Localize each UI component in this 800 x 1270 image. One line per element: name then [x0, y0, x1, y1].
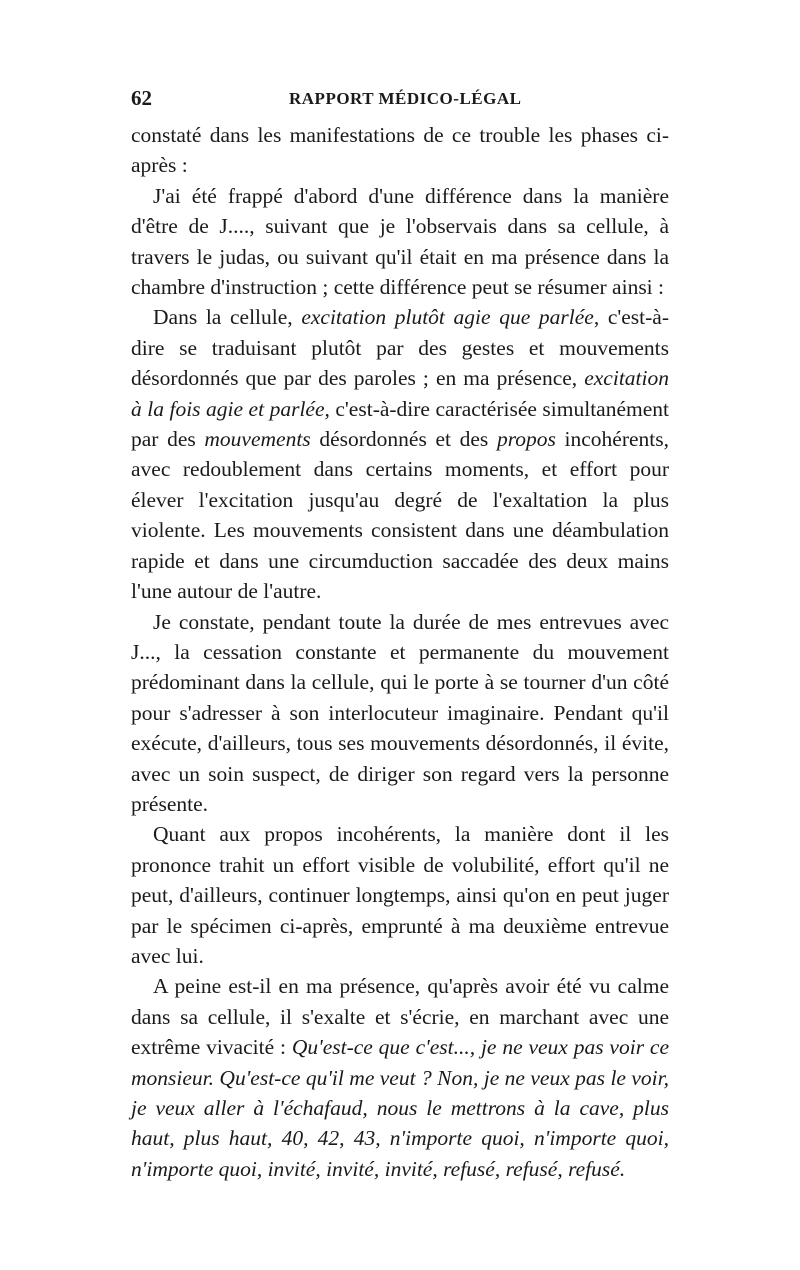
paragraph-3-text-b: , c'est-à-dire se traduisant plutôt par des gestes et mouvements désordonnés que par des paroles ; en ma présence, — [131, 305, 669, 391]
paragraph-4 — [131, 607, 669, 820]
running-head-title: RAPPORT MÉDICO-LÉGAL — [289, 89, 522, 108]
paragraph-6 — [131, 971, 669, 1184]
paragraph-1 — [131, 120, 669, 181]
paragraph-3-text-d: désordonnés et des — [310, 427, 497, 452]
body-text — [131, 120, 669, 1184]
paragraph-2 — [131, 181, 669, 303]
running-head — [131, 86, 669, 114]
book-page — [131, 86, 669, 1184]
paragraph-3-italic-d: propos — [496, 427, 556, 452]
paragraph-3-italic-a: excitation plutôt agie que parlée — [301, 305, 594, 330]
paragraph-6-text: A peine est-il en ma présence, qu'après avoir été vu calme dans sa cellule, il s'exalte et s'écrie, en marchant avec une extrême vivacité : — [131, 974, 669, 1060]
paragraph-5-text: Quant aux propos incohérents, la manière dont il les prononce trahit un effort visible de volubilité, effort qu'il ne peut, d'ailleurs, continuer longtemps, ainsi qu'on en peut juger par le spécimen ci-après, emprunté à ma deuxième entrevue avec lui. — [131, 822, 669, 968]
paragraph-2-text: J'ai été frappé d'abord d'une différence dans la manière d'être de J...., suivant que je l'observais dans sa cellule, à travers le judas, ou suivant qu'il était en ma présence dans la chambre d'instruction ; cette différence peut se résumer ainsi : — [131, 183, 669, 300]
paragraph-5 — [131, 819, 669, 971]
paragraph-6-italic-quote: Qu'est-ce que c'est..., je ne veux pas voir ce monsieur. Qu'est-ce qu'il me veut ? Non, je ne veux pas le voir, je veux aller à l'échafaud, nous le mettrons à la cave, plus haut, plus haut, 40, 42, 43, n'importe quoi, n'importe quoi, n'importe quoi, invité, invité, invité, refusé, refusé, refusé. — [131, 1035, 669, 1181]
paragraph-3-text-e: incohérents, avec redoublement dans certains moments, et effort pour élever l'excitation jusqu'au degré de l'exaltation la plus violente. Les mouvements consistent dans une déambulation rapide et dans une circumduction saccadée des deux mains l'une autour de l'autre. — [131, 427, 669, 604]
paragraph-3 — [131, 302, 669, 606]
paragraph-3-italic-c: mouvements — [204, 427, 311, 452]
paragraph-3-text-a: Dans la cellule, — [153, 305, 302, 330]
paragraph-1-text: constaté dans les manifestations de ce trouble les phases ci-après : — [131, 123, 669, 178]
paragraph-3-text-c: , c'est-à-dire caractérisée simultanément par des — [131, 396, 670, 452]
paragraph-3-italic-b: excitation à la fois agie et parlée — [131, 366, 669, 421]
paragraph-4-text: Je constate, pendant toute la durée de mes entrevues avec J..., la cessation constante et permanente du mouvement prédominant dans la cellule, qui le porte à se tourner d'un côté pour s'adresser à son interlocuteur imaginaire. Pendant qu'il exécute, d'ailleurs, tous ses mouvements désordonnés, il évite, avec un soin suspect, de diriger son regard vers la personne présente. — [131, 609, 669, 816]
page-number: 62 — [131, 86, 152, 110]
